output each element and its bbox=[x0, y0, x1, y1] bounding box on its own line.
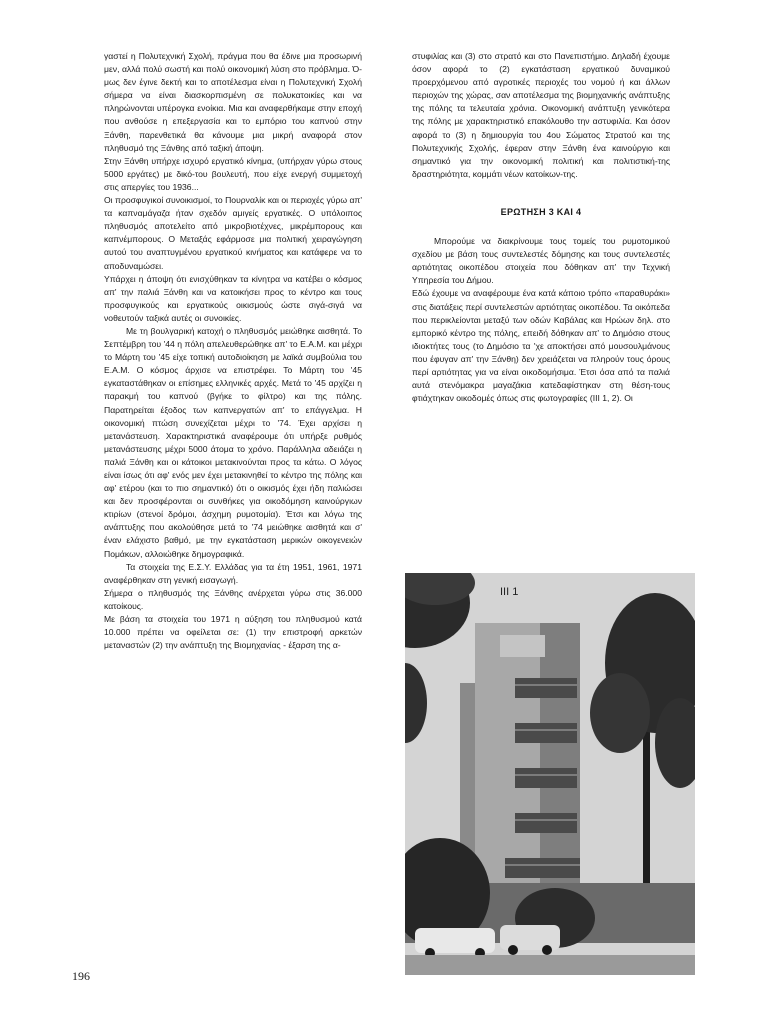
paragraph: Εδώ έχουμε να αναφέρουμε ένα κατά κάποιο τρόπο «παραθυράκι» στις διατάξεις περί συντελεστών αρτιότητας οικοπέδου. Τα οικόπεδα που περικλείονται μεταξύ των οδών Καβάλας και Ηρώων δηλ. στο εμπορικό κέντρο της πόλης, επειδή δόθηκαν απ' το Δημόσιο στους ιδιοκτήτες τους (το Δημόσιο τα 'χε αποκτήσει από μουσουλμάνους που έφυγαν απ' την Ξάνθη) δεν χρειάζεται να πληρούν τους όρους περί αρτιότητας για να είναι οικοδομήσιμα. Έτσι όσα από τα παλιά αυτά στενόμακρα μαγαζάκια κατεδαφίστηκαν στη θέση-τους φτιάχτηκαν οικοδομές όπως στις φωτογραφίες (ΙΙΙ 1, 2). Οι bbox=[412, 288, 670, 404]
paragraph: Υπάρχει η άποψη ότι ενισχύθηκαν τα κίνητρα να κατέβει ο κόσμος απ' την παλιά Ξάνθη και να κατοικήσει προς το κέντρο και τους προσφυγικούς και εργατικούς οικισμούς ώστε σιγά-σιγά να νοθευτούν ταξικά αυτές οι συνοικίες. bbox=[104, 273, 362, 323]
paragraph: γαστεί η Πολυτεχνική Σχολή, πράγμα που θα έδινε μια προσωρινή μεν, αλλά πολύ σωστή και πολύ οικονομική λύση στο πρόβλημα. Ό-μως δεν έγινε δεκτή και το αποτέλεσμα είναι η Πολυτεχνική Σχολή σήμερα να είναι διασκορπισμένη σε πολυκατοικίες και να πληρώνονται υπέρογκα ενοίκια. Μια και αναφερθήκαμε στην εποχή που ανθούσε η επεξεργασία και το εμπόριο του καπνού στην Ξάνθη, παρενθετικά θα κάνουμε μια μικρή αναφορά στον πληθυσμό της Ξάνθης από ταξική άποψη. bbox=[104, 51, 362, 153]
paragraph: Μπορούμε να διακρίνουμε τους τομείς του ρυμοτομικού σχεδίου με βάση τους συντελεστές δόμησης και τους συντελεστές αρτιότητας οικοπέδου στοιχεία που δόθηκαν απ' την Τεχνική Υπηρεσία του Δήμου. bbox=[412, 236, 670, 286]
left-text-column bbox=[104, 50, 362, 652]
photo-label: III 1 bbox=[500, 586, 519, 598]
building-photo bbox=[405, 573, 695, 975]
paragraph: Με τη βουλγαρική κατοχή ο πληθυσμός μειώθηκε αισθητά. Το Σεπτέμβρη του '44 η πόλη απελευθερώθηκε απ' το Ε.Α.Μ. και μέχρι το Μάρτη του '45 είχε τοπική αυτοδιοίκηση με λαϊκά συμβούλια του Ε.Α.Μ. Ο κόσμος άρχισε να επιστρέφει. Το Μάρτη του '45 εγκαταστάθηκαν οι επίσημες ελληνικές αρχές. Μετά το '45 αρχίζει η παρακμή του καπνού (βγήκε το φίλτρο) και της πόλης. Παρατηρείται έξοδος των καπνεργατών απ' το επάγγελμα. Η οικονομική πτώση συνεχίζεται μέχρι το '74. Έχει αρχίσει η μετανάστευση. Χαρακτηριστικά αναφέρουμε ότι υπήρξε ρυθμός μετανάστευσης μέχρι 5000 άτομα το χρόνο. Παράλληλα αδειάζει η παλιά Ξάνθη και οι κάτοικοι μετακινούνται προς τα κάτω. Ο λόγος είναι ίσως ότι αφ' ενός μεν έχει μετακινηθεί το κέντρο της πόλης και αφ' ετέρου (και το πιο σημαντικό) ότι ο οικισμός έχει ήδη παλιώσει και δεν προσφέρονται οι συνθήκες για οικοδόμηση καινούργιων κτιρίων (στενοί δρόμοι, άσχημη ρυμοτομία). Έτσι και λόγω της ανάπτυξης που ακολούθησε μετά το '74 μειώθηκε αισθητά και σ' έναν ελάχιστο βαθμό, με την εγκατάσταση μερικών οικογενειών Πομάκων, αλλοιώθηκε δημογραφικά. bbox=[104, 325, 362, 559]
paragraph: Τα στοιχεία της Ε.Σ.Υ. Ελλάδας για τα έτη 1951, 1961, 1971 αναφέρθηκαν στη γενική εισαγωγή. bbox=[104, 561, 362, 585]
section-heading: ΕΡΩΤΗΣΗ 3 ΚΑΙ 4 bbox=[500, 206, 582, 217]
right-text-column bbox=[412, 50, 670, 405]
paragraph: Με βάση τα στοιχεία του 1971 η αύξηση του πληθυσμού κατά 10.000 πρέπει να οφείλεται σε: (1) την επιστροφή αρκετών μεταναστών (2) την ανάπτυξη της Βιομηχανίας - έξαρση της α- bbox=[104, 614, 362, 651]
paragraph: Στην Ξάνθη υπήρχε ισχυρό εργατικό κίνημα, (υπήρχαν γύρω στους 5000 εργάτες) με δικό-του βουλευτή, που είχε ενεργή συμμετοχή στις απεργίες του 1936... bbox=[104, 155, 362, 192]
paragraph: Οι προσφυγικοί συνοικισμοί, το Πουρναλίκ και οι περιοχές γύρω απ' τα καπναμάγαζα ήταν σχεδόν αμιγείς εργατικές. Ο υπόλοιπος πληθυσμός αποτελείτο από μικροβιοτέχνες, μικρέμπορους και καπνέμπορους. Ο Μεταξάς εφάρμοσε μια πολιτική χειραγώγηση αυτού του αναπτυγμένου εργατικού κινήματος και κατάφερε να το αποδυναμώσει. bbox=[104, 195, 362, 271]
page-number: 196 bbox=[72, 969, 90, 983]
paragraph: στυφιλίας και (3) στο στρατό και στο Πανεπιστήμιο. Δηλαδή έχουμε όσον αφορά το (2) εγκατάσταση εργατικού δυναμικού προερχόμενου από αγροτικές περιοχές του νομού ή και άλλων περιοχών της χώρας, σαν αποτέλεσμα της βιομηχανικής ανάπτυξης της πόλης τα τελευταία χρόνια. Οικονομική ανάπτυξη γενικότερα της πόλης με χαρακτηριστικό επακόλουθο την αστυφιλία. Και όσον αφορά το (3) η δημιουργία του 4ου Σώματος Στρατού και της Πολυτεχνικής Σχολής, έφεραν στην Ξάνθη ένα καινούργιο και σημαντικό για την οικονομική πολιτική και πολιτιστική-της δραστηριότητα, κομμάτι νέων κατοίκων-της. bbox=[412, 51, 670, 179]
paragraph: Σήμερα ο πληθυσμός της Ξάνθης ανέρχεται γύρω στις 36.000 κατοίκους. bbox=[104, 587, 362, 611]
